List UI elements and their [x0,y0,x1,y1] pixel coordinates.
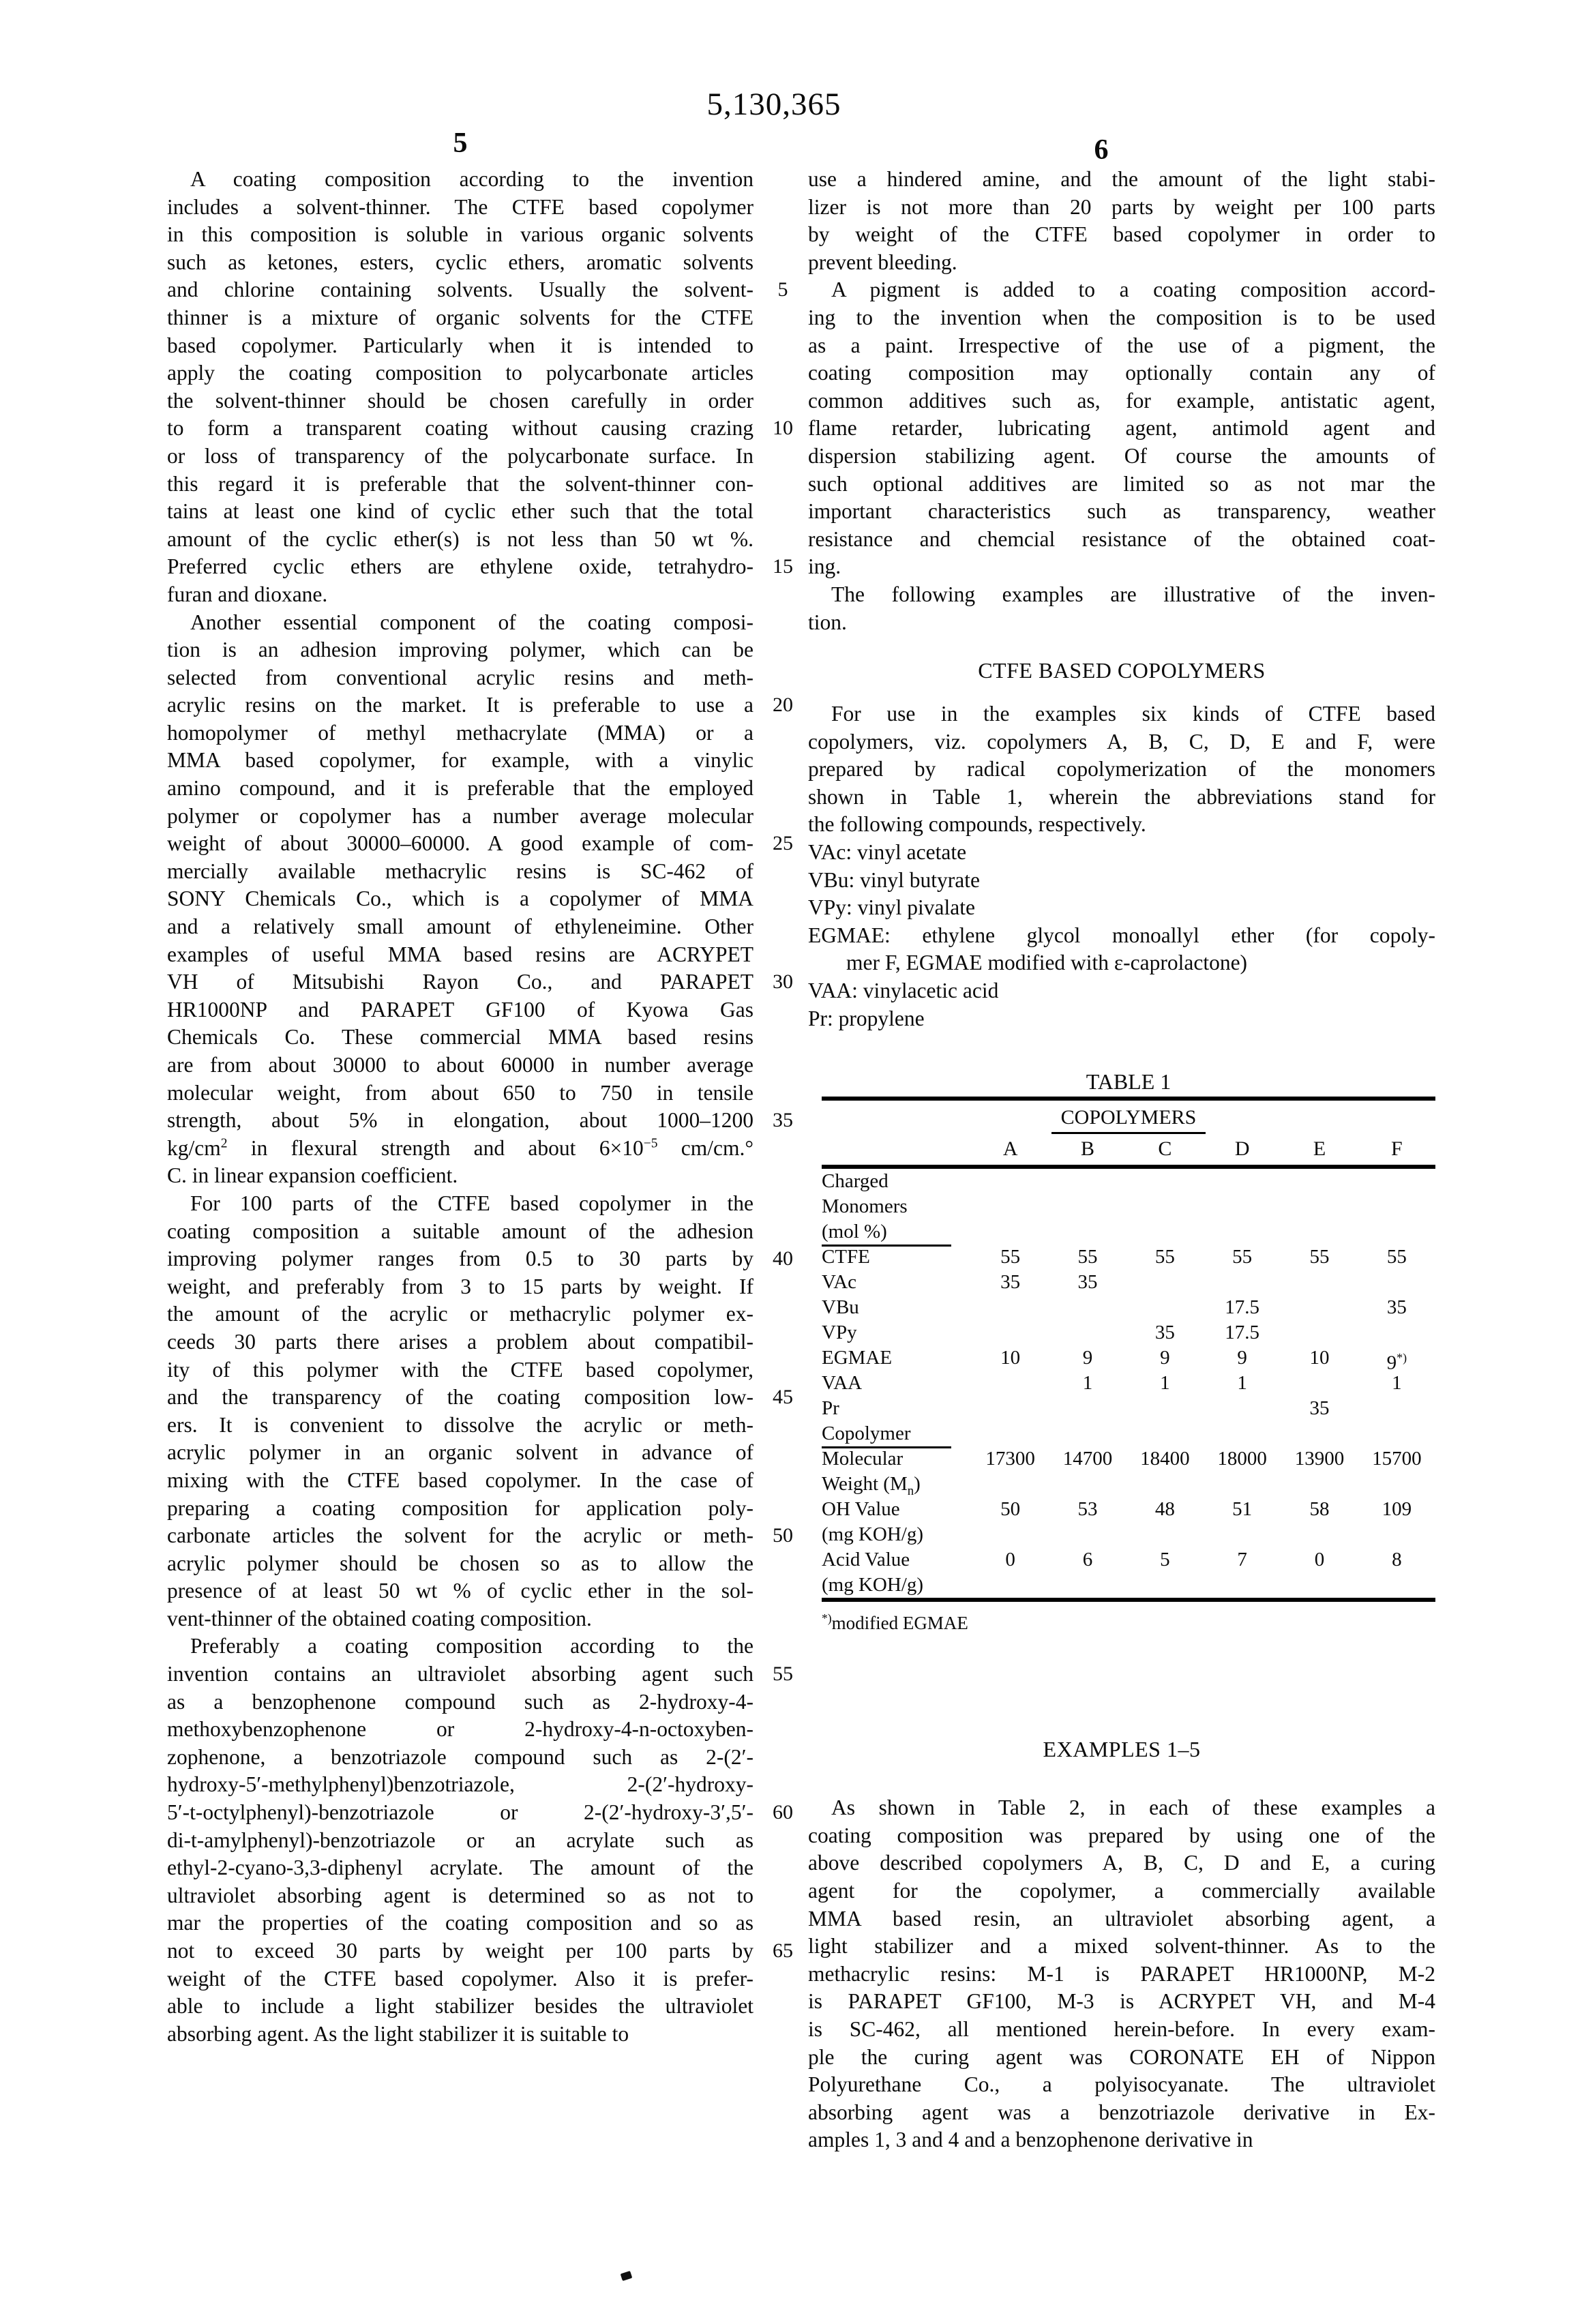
section-heading-ctfe-copolymers: CTFE BASED COPOLYMERS [978,658,1266,683]
text-line: lizer is not more than 20 parts by weight per 100 parts [808,194,1435,219]
text-line: Chemicals Co. These commercial MMA based resins [167,1025,753,1049]
table-cell [1281,1522,1358,1547]
table-cell: 10 [1309,1347,1330,1369]
text-line: VH of Mitsubishi Rayon Co., and PARAPET [167,970,753,994]
table-cell: 9 [1160,1347,1170,1369]
text-line: this regard it is preferable that the solvent-thinner con- [167,471,753,496]
gutter-line-number: 20 [773,694,793,717]
text-line: For 100 parts of the CTFE based copolymer in the [190,1191,753,1215]
table-row [822,1295,1435,1320]
right-intro-paragraphs [808,166,1435,636]
gutter-line-number: 50 [773,1524,793,1547]
text-line: ceeds 30 parts there arises a problem about compatibil- [167,1329,753,1354]
gutter-line-number: 35 [773,1109,793,1132]
table-row [822,1396,1435,1421]
text-line: coating composition may optionally contain any of [808,361,1435,385]
table-cell [1281,1371,1358,1396]
text-line: weight of the CTFE based copolymer. Also it is prefer- [167,1966,753,1991]
table-cell [1358,1169,1435,1194]
text-line: Another essential component of the coating composi- [190,610,753,634]
table-cell: 9*) [1386,1351,1407,1374]
table-row [822,1219,1435,1245]
text-line: SONY Chemicals Co., which is a copolymer of MMA [167,887,753,911]
right-column [808,166,1435,2154]
table-row-label: Pr [822,1397,839,1420]
table-cell [1281,1169,1358,1194]
table-title: TABLE 1 [1086,1069,1171,1094]
table-cell [972,1573,1049,1598]
text-line: and a relatively small amount of ethyleneimine. Other [167,914,753,939]
text-line: C. in linear expansion coefficient. [167,1163,458,1188]
text-line: dispersion stabilizing agent. Of course the amounts of [808,443,1435,468]
text-line: presence of at least 50 wt % of cyclic ether in the sol- [167,1579,753,1603]
gutter-line-number: 15 [773,555,793,578]
table-cell [1281,1421,1358,1448]
text-line: For use in the examples six kinds of CTFE based [831,702,1435,726]
table-cell: 9 [1082,1347,1093,1369]
table-row-label: OH Value [822,1498,900,1521]
table-row-label: VAA [822,1372,863,1395]
table-cell: 7 [1237,1549,1247,1571]
text-line: A coating composition according to the invention [190,167,753,191]
text-line: The following examples are illustrative of the inven- [831,582,1435,606]
table-column-letter: B [1080,1137,1094,1161]
text-line: prepared by radical copolymerization of the monomers [808,757,1435,781]
text-line: VBu: vinyl butyrate [808,867,980,892]
text-line: agent for the copolymer, a commercially available [808,1879,1435,1903]
table-row-label: VPy [822,1322,857,1344]
table-row [822,1522,1435,1547]
table-row [822,1472,1435,1497]
text-line: homopolymer of methyl methacrylate (MMA) or a [167,720,753,745]
table-cell: 1 [1082,1372,1093,1395]
table-cell [1204,1573,1281,1598]
table-cell [1358,1320,1435,1345]
text-line: copolymers, viz. copolymers A, B, C, D, E and F, were [808,729,1435,754]
table-cell [1281,1270,1358,1295]
table-cell: 55 [1000,1246,1021,1268]
patent-number: 5,130,365 [706,87,841,122]
table-cell: 1 [1237,1372,1247,1395]
table-cell [1126,1295,1204,1320]
gutter-line-number: 65 [773,1939,793,1963]
left-column [167,166,753,2048]
text-line: amino compound, and it is preferable that the employed [167,776,753,801]
table-row-label: CTFE [822,1246,870,1268]
table-row [822,1169,1435,1194]
text-line: coating composition was prepared by using one of the [808,1823,1435,1847]
text-line: ultraviolet absorbing agent is determined so as not to [167,1883,753,1907]
table-cell [1204,1421,1281,1448]
text-line: di-t-amylphenyl)-benzotriazole or an acrylate such as [167,1828,753,1852]
table-column-headers [822,1133,1435,1165]
table-row-label: Molecular [822,1448,904,1470]
section-heading-examples: EXAMPLES 1–5 [1043,1737,1201,1762]
table-cell [1126,1421,1204,1448]
table-cell [1281,1219,1358,1247]
text-line: the solvent-thinner should be chosen carefully in order [167,388,753,413]
text-line: by weight of the CTFE based copolymer in order to [808,222,1435,247]
table-row [822,1446,1435,1472]
table-cell [1358,1396,1435,1421]
text-line: furan and dioxane. [167,582,328,606]
table-cell [1049,1421,1126,1448]
table-row [822,1573,1435,1598]
text-line: ity of this polymer with the CTFE based copolymer, [167,1357,753,1382]
table-row [822,1194,1435,1219]
table-cell [1204,1522,1281,1547]
text-line: ple the curing agent was CORONATE EH of Nippon [808,2044,1435,2069]
table-cell: 35 [1154,1322,1175,1344]
text-line: resistance and chemcial resistance of the obtained coat- [808,526,1435,551]
table-cell: 14700 [1062,1448,1113,1470]
table-cell [1126,1219,1204,1247]
text-line: methacrylic resins: M-1 is PARAPET HR1000NP, M-2 [808,1961,1435,1986]
text-line: absorbing agent was a benzotriazole derivative in Ex- [808,2100,1435,2124]
text-line: thinner is a mixture of organic solvents for the CTFE [167,305,753,329]
table-cell [972,1219,1049,1247]
table-footnote [822,1602,1435,1632]
examples-section-paragraphs [808,1794,1435,2154]
table-cell: 10 [1000,1347,1021,1369]
text-line: and the transparency of the coating composition low- [167,1385,753,1410]
table-cell: 5 [1160,1549,1170,1571]
text-line: As shown in Table 2, in each of these examples a [831,1796,1435,1820]
text-line: and chlorine containing solvents. Usually the solvent- [167,278,753,302]
table-cell [1358,1421,1435,1448]
text-line: selected from conventional acrylic resins and meth- [167,665,753,689]
text-line: absorbing agent. As the light stabilizer it is suitable to [167,2021,629,2046]
table-cell [1204,1194,1281,1219]
text-line: weight of about 30000–60000. A good example of com- [167,831,753,856]
table-cell: 1 [1392,1372,1402,1395]
table-cell: 55 [1154,1246,1175,1268]
text-line: is SC-462, all mentioned herein-before. In every exam- [808,2016,1435,2041]
gutter-line-number: 5 [777,278,788,301]
text-line: amples 1, 3 and 4 and a benzophenone derivative in [808,2128,1253,2152]
text-line: light stabilizer and a mixed solvent-thinner. As to the [808,1934,1435,1958]
table-column-letter: D [1234,1137,1250,1161]
table-row [822,1421,1435,1446]
text-line: mar the properties of the coating composition and so as [167,1911,753,1935]
table-column-letter: A [1002,1137,1018,1161]
text-line: carbonate articles the solvent for the acrylic or meth- [167,1523,753,1548]
text-line: MMA based copolymer, for example, with a vinylic [167,748,753,773]
table-cell [1358,1194,1435,1219]
text-line: such optional additives are limited so as not mar the [808,471,1435,496]
text-line: use a hindered amine, and the amount of the light stabi- [808,167,1435,191]
table-cell [972,1421,1049,1448]
table-cell: 0 [1005,1549,1015,1571]
table-cell [1049,1320,1126,1345]
text-line: the amount of the acrylic or methacrylic polymer ex- [167,1302,753,1326]
table-cell: 55 [1077,1246,1098,1268]
table-cell [1049,1194,1126,1219]
table-row-label: VAc [822,1271,857,1294]
table-cell [972,1194,1049,1219]
text-line: amount of the cyclic ether(s) is not less than 50 wt %. [167,526,753,551]
text-line: Polyurethane Co., a polyisocyanate. The ultraviolet [808,2072,1435,2097]
table-cell [1358,1522,1435,1547]
text-line: zophenone, a benzotriazole compound such as 2-(2′- [167,1744,753,1769]
text-line: mixing with the CTFE based copolymer. In the case of [167,1468,753,1492]
table-cell [1358,1270,1435,1295]
text-line: VAc: vinyl acetate [808,840,967,865]
table-cell: 17.5 [1225,1296,1260,1319]
table-row [822,1345,1435,1374]
table-row-label: (mol %) [822,1219,972,1247]
table-cell: 8 [1392,1549,1402,1571]
table-cell [1281,1194,1358,1219]
text-line: improving polymer ranges from 0.5 to 30 parts by [167,1247,753,1271]
text-line: hydroxy-5′-methylphenyl)benzotriazole, 2-(2′-hydroxy- [167,1772,753,1797]
table-cell [1204,1169,1281,1194]
table-cell: 9 [1237,1347,1247,1369]
table-cell [972,1371,1049,1396]
table-cell [1049,1522,1126,1547]
table-column-letter: C [1158,1137,1172,1161]
table-cell: 1 [1160,1372,1170,1395]
table-row [822,1320,1435,1345]
table-rows [822,1169,1435,1598]
page-number-left-column: 5 [453,128,468,159]
table-cell: 48 [1154,1498,1175,1521]
text-line: 5′-t-octylphenyl)-benzotriazole or 2-(2′-hydroxy-3′,5′- [167,1800,753,1825]
text-line: above described copolymers A, B, C, D and E, a curing [808,1851,1435,1875]
gutter-line-number: 30 [773,970,793,994]
table-cell: 6 [1082,1549,1093,1571]
table-cell [1204,1219,1281,1247]
table-cell [1204,1396,1281,1421]
table-row [822,1547,1435,1573]
table-cell [1204,1270,1281,1295]
text-line: acrylic polymer should be chosen so as to allow the [167,1551,753,1575]
text-line: acrylic polymer in an organic solvent in advance of [167,1440,753,1465]
table-cell: 17300 [985,1448,1035,1470]
text-line: as a paint. Irrespective of the use of a pigment, the [808,333,1435,357]
text-line: prevent bleeding. [808,250,957,274]
table-cell [1126,1573,1204,1598]
text-line: invention contains an ultraviolet absorbing agent such [167,1662,753,1686]
table-footnote-text: modified EGMAE [831,1613,968,1634]
table-cell: 55 [1386,1246,1407,1268]
text-line: such as ketones, esters, cyclic ethers, aromatic solvents [167,250,753,274]
text-line: preparing a coating composition for application poly- [167,1495,753,1520]
gutter-line-number: 10 [773,417,793,440]
table-cell [1281,1573,1358,1598]
text-line: polymer or copolymer has a number average molecular [167,803,753,828]
text-line: common additives such as, for example, antistatic agent, [808,388,1435,413]
text-line: strength, about 5% in elongation, about 1000–1200 [167,1108,753,1133]
text-line: ers. It is convenient to dissolve the acrylic or meth- [167,1412,753,1437]
table-cell [1126,1169,1204,1194]
table-footnote-marker: *) [822,1611,832,1626]
table-cell [1049,1396,1126,1421]
table-group-header [822,1101,1435,1133]
text-line: is PARAPET GF100, M-3 is ACRYPET VH, and M-4 [808,1989,1435,2014]
table-row-label: EGMAE [822,1347,893,1369]
text-line: MMA based resin, an ultraviolet absorbing agent, a [808,1906,1435,1931]
text-line: are from about 30000 to about 60000 in number average [167,1053,753,1077]
page-number-right-column: 6 [1094,134,1109,166]
text-line: flame retarder, lubricating agent, antimold agent and [808,416,1435,441]
text-line: ing. [808,554,841,579]
text-line: EGMAE: ethylene glycol monoallyl ether (for copoly- [808,923,1435,947]
table-row [822,1270,1435,1295]
table-cell: 35 [1077,1271,1098,1294]
gutter-line-number: 45 [773,1386,793,1409]
table-row-label: Monomers [822,1195,908,1218]
table-row-label: VBu [822,1296,859,1319]
table-cell [1049,1219,1126,1247]
text-line: VAA: vinylacetic acid [808,979,999,1003]
table-row [822,1497,1435,1522]
table-cell [1049,1573,1126,1598]
gutter-line-number: 25 [773,832,793,855]
table-cell: 50 [1000,1498,1021,1521]
text-line: mercially available methacrylic resins is SC-462 of [167,859,753,883]
table-row-label: (mg KOH/g) [822,1574,924,1596]
text-line: examples of useful MMA based resins are ACRYPET [167,942,753,966]
text-line: to form a transparent coating without causing crazing [167,416,753,441]
ctfe-section-paragraphs [808,700,1435,1032]
table-cell: 109 [1382,1498,1412,1521]
text-line: mer F, EGMAE modified with ε-caprolactone) [846,951,1248,975]
text-line: Preferred cyclic ethers are ethylene oxide, tetrahydro- [167,554,753,579]
table-cell [1358,1219,1435,1247]
table-row-label: Charged [822,1170,889,1193]
text-line: Preferably a coating composition according to the [190,1634,753,1658]
table-column-letter: F [1390,1137,1403,1161]
table-1 [822,1067,1435,1632]
table-cell [1126,1396,1204,1421]
text-line: $kg/cm^2$ in flexural strength and about $6\times 10^{-5}$ cm/cm.° [167,1135,753,1160]
table-cell: 35 [1386,1296,1407,1319]
text-line: acrylic resins on the market. It is preferable to use a [167,693,753,717]
text-line: vent-thinner of the obtained coating composition. [167,1606,592,1630]
text-line: tains at least one kind of cyclic ether such that the total [167,499,753,524]
text-line: tion is an adhesion improving polymer, which can be [167,638,753,662]
table-cell: 53 [1077,1498,1098,1521]
table-cell: 18000 [1217,1448,1267,1470]
table-corner-cell [822,1133,972,1165]
text-line: ethyl-2-cyano-3,3-diphenyl acrylate. The amount of the [167,1856,753,1880]
table-cell: 18400 [1140,1448,1190,1470]
ink-speck [621,2271,633,2281]
text-line: VPy: vinyl pivalate [808,895,975,920]
table-cell: 35 [1309,1397,1330,1420]
gutter-line-number: 40 [773,1247,793,1270]
table-cell: 17.5 [1225,1322,1260,1344]
text-line: molecular weight, from about 650 to 750 in tensile [167,1080,753,1105]
text-line: not to exceed 30 parts by weight per 100 parts by [167,1939,753,1963]
text-line: the following compounds, respectively. [808,812,1146,837]
text-line: or loss of transparency of the polycarbonate surface. In [167,443,753,468]
table-cell: 15700 [1372,1448,1422,1470]
table-cell: 58 [1309,1498,1330,1521]
table-row-label: (mg KOH/g) [822,1523,924,1546]
text-line: able to include a light stabilizer besides the ultraviolet [167,1994,753,2018]
text-line: A pigment is added to a coating composition accord- [831,278,1435,302]
text-line: Pr: propylene [808,1006,925,1030]
text-line: based copolymer. Particularly when it is intended to [167,333,753,357]
table-group-label: COPOLYMERS [1051,1106,1206,1134]
table-cell [972,1522,1049,1547]
text-line: tion. [808,610,847,634]
table-cell: 55 [1309,1246,1330,1268]
gutter-line-number: 60 [773,1801,793,1824]
table-cell [972,1320,1049,1345]
text-line: coating composition a suitable amount of the adhesion [167,1219,753,1243]
table-row-label: Acid Value [822,1549,910,1571]
table-cell: 55 [1232,1246,1253,1268]
table-cell [972,1295,1049,1320]
table-cell [1126,1194,1204,1219]
text-line: HR1000NP and PARAPET GF100 of Kyowa Gas [167,997,753,1022]
table-cell [972,1396,1049,1421]
text-line: methoxybenzophenone or 2-hydroxy-4-n-octoxyben- [167,1717,753,1742]
text-line: as a benzophenone compound such as 2-hydroxy-4- [167,1689,753,1714]
table-cell [1049,1169,1126,1194]
table-cell [1049,1295,1126,1320]
table-cell: 35 [1000,1271,1021,1294]
text-line: ing to the invention when the composition is to be used [808,305,1435,329]
table-cell [1126,1522,1204,1547]
table-cell [1281,1320,1358,1345]
gutter-line-number: 55 [773,1663,793,1686]
table-row-label: Weight $(M_n)$ [822,1473,921,1499]
table-cell [1358,1573,1435,1598]
table-cell: 0 [1314,1549,1325,1571]
table-column-letter: E [1313,1137,1326,1161]
text-line: important characteristics such as transparency, weather [808,499,1435,524]
table-row [822,1371,1435,1396]
table-row [822,1245,1435,1270]
text-line: apply the coating composition to polycarbonate articles [167,361,753,385]
text-line: includes a solvent-thinner. The CTFE based copolymer [167,194,753,219]
table-cell: 13900 [1294,1448,1345,1470]
text-line: in this composition is soluble in various organic solvents [167,222,753,247]
text-line: weight, and preferably from 3 to 15 parts by weight. If [167,1274,753,1298]
text-line: shown in Table 1, wherein the abbreviations stand for [808,784,1435,809]
table-cell: 51 [1232,1498,1253,1521]
table-row-label: Copolymer [822,1421,972,1448]
table-cell [972,1169,1049,1194]
table-cell [1281,1295,1358,1320]
table-cell [1126,1270,1204,1295]
